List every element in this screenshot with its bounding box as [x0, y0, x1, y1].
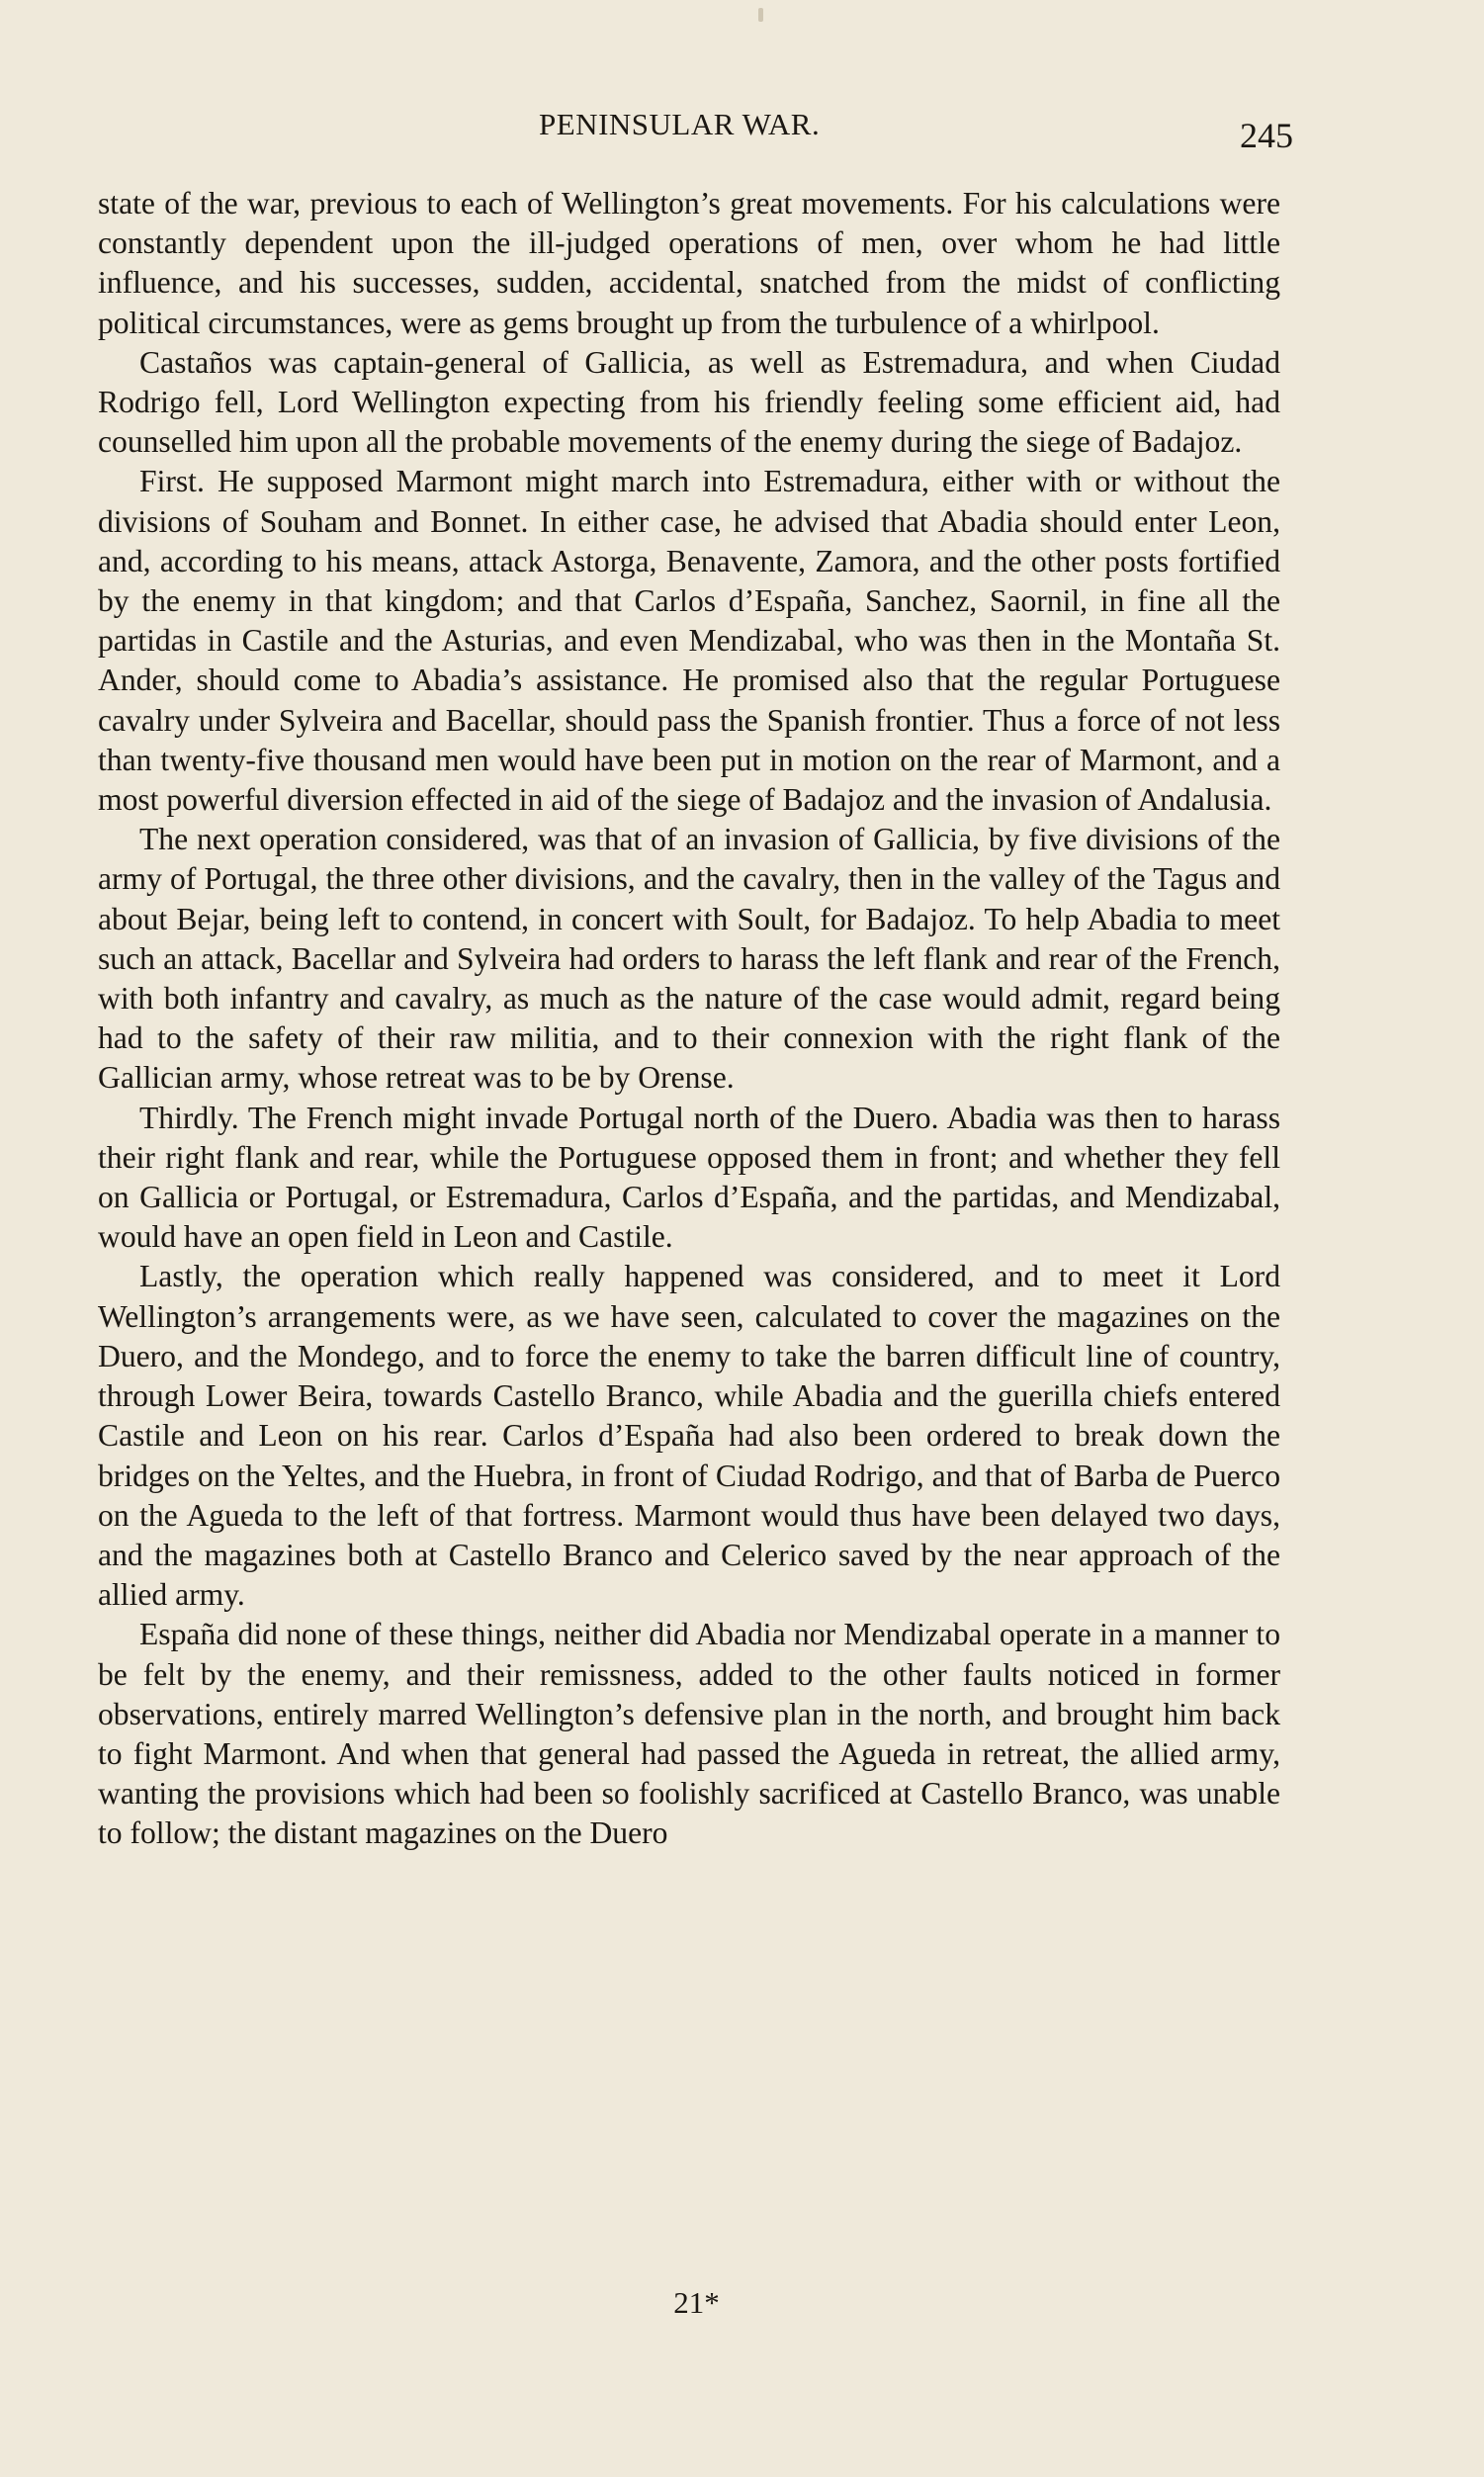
signature-text: 21*	[673, 2285, 720, 2320]
running-title: PENINSULAR WAR.	[539, 107, 821, 141]
body-text	[98, 184, 1280, 1854]
running-header	[0, 107, 1484, 155]
signature-mark	[0, 2285, 1484, 2321]
paragraph-castanos: Castaños was captain-general of Gallicia, as well as Estremadura, and when Ciudad Rodrigo fell, Lord Wellington expecting from his friendly feeling some efficient aid, had counselled him upon all the probable movements of the enemy during the siege of Badajoz.	[98, 344, 1280, 460]
page-number: 245	[1240, 116, 1293, 155]
paragraph-espana: España did none of these things, neither did Abadia nor Mendizabal operate in a manner to be felt by the enemy, and their remissness, added to the other faults noticed in former observations, entirely marred Wellington’s defensive plan in the north, and brought him back to fight Marmont. And when that general had passed the Agueda in retreat, the allied army, wanting the provisions which had been so foolishly sacrificed at Castello Branco, was unable to follow; the distant magazines on the Duero	[98, 1617, 1280, 1851]
paragraph-continuation: state of the war, previous to each of Wellington’s great movements. For his calculations were constantly dependent upon the ill-judged operations of men, over whom he had little influence, and his successes, sudden, accidental, snatched from the midst of conflicting political circumstances, were as gems brought up from the turbulence of a whirlpool.	[98, 186, 1280, 340]
paragraph-lastly: Lastly, the operation which really happened was considered, and to meet it Lord Wellington’s arrangements were, as we have seen, calculated to cover the magazines on the Duero, and the Mondego, and to force the enemy to take the barren difficult line of country, through Lower Beira, towards Castello Branco, while Abadia and the guerilla chiefs entered Castile and Leon on his rear. Carlos d’España had also been ordered to break down the bridges on the Yeltes, and the Huebra, in front of Ciudad Rodrigo, and that of Barba de Puerco on the Agueda to the left of that fortress. Marmont would thus have been delayed two days, and the magazines both at Castello Branco and Celerico saved by the near approach of the allied army.	[98, 1259, 1280, 1613]
paragraph-next-operation: The next operation considered, was that of an invasion of Gallicia, by five divisions of the army of Portugal, the three other divisions, and the cavalry, then in the valley of the Tagus and about Bejar, being left to contend, in concert with Soult, for Badajoz. To help Abadia to meet such an attack, Bacellar and Sylveira had orders to harass the left flank and rear of the French, with both infantry and cavalry, as much as the nature of the case would admit, regard being had to the safety of their raw militia, and to their connexion with the right flank of the Gallician army, whose retreat was to be by Orense.	[98, 822, 1280, 1096]
scan-speck	[758, 8, 763, 22]
paragraph-first: First. He supposed Marmont might march into Estremadura, either with or without the divisions of Souham and Bonnet. In either case, he advised that Abadia should enter Leon, and, according to his means, attack Astorga, Benavente, Zamora, and the other posts fortified by the enemy in that kingdom; and that Carlos d’España, Sanchez, Saornil, in fine all the partidas in Castile and the Asturias, and even Mendizabal, who was then in the Montaña St. Ander, should come to Abadia’s assistance. He promised also that the regular Portuguese cavalry under Sylveira and Bacellar, should pass the Spanish frontier. Thus a force of not less than twenty-five thousand men would have been put in motion on the rear of Marmont, and a most powerful diversion effected in aid of the siege of Badajoz and the invasion of Andalusia.	[98, 464, 1280, 818]
paragraph-thirdly: Thirdly. The French might invade Portugal north of the Duero. Abadia was then to harass their right flank and rear, while the Portuguese opposed them in front; and whether they fell on Gallicia or Portugal, or Estremadura, Carlos d’España, and the partidas, and Mendizabal, would have an open field in Leon and Castile.	[98, 1100, 1280, 1255]
